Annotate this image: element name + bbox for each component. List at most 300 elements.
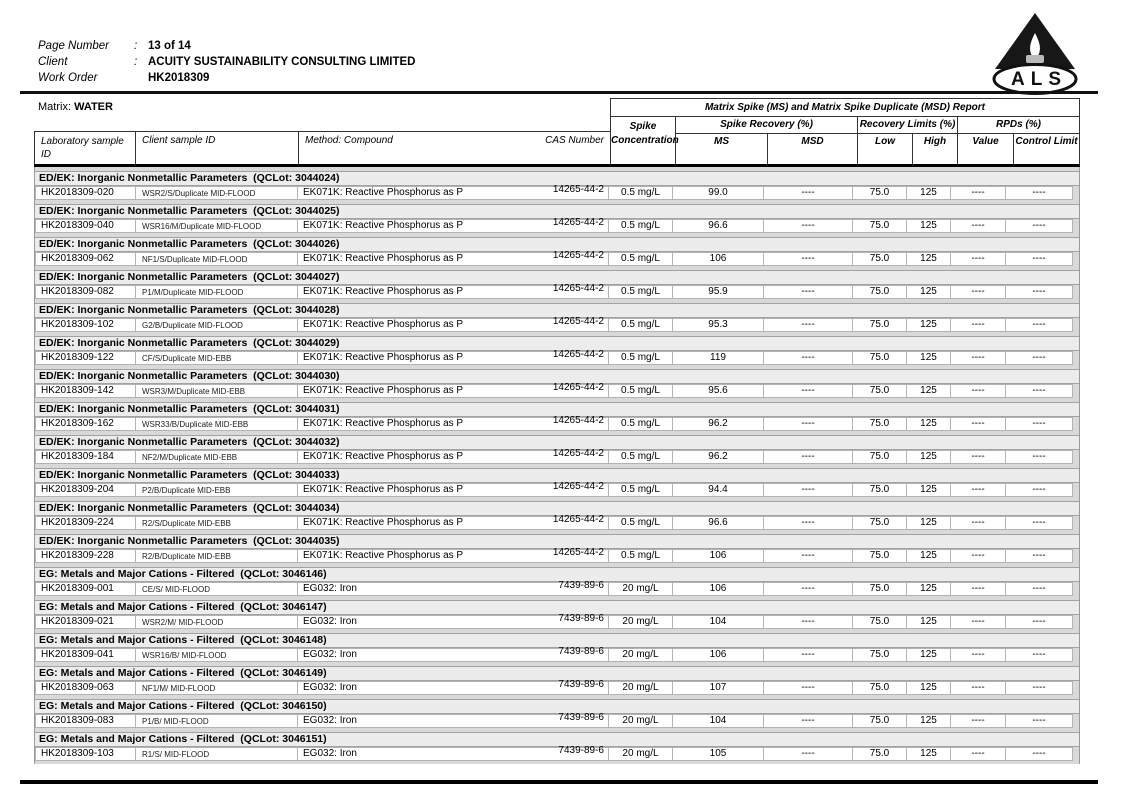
work-order-row	[38, 70, 415, 86]
client-sample-id-cell: R1/S/ MID-FLOOD	[135, 747, 298, 761]
method-compound-cell	[297, 186, 609, 200]
low-limit-cell: 75.0	[852, 384, 907, 398]
method-compound-cell	[297, 450, 609, 464]
client-sample-id-cell: P1/M/Duplicate MID-FLOOD	[135, 285, 298, 299]
spike-concentration-cell: 0.5 mg/L	[608, 186, 673, 200]
spike-concentration-cell: 0.5 mg/L	[608, 516, 673, 530]
table-row	[35, 516, 1079, 530]
high-limit-cell: 125	[906, 483, 951, 497]
method-compound-cell	[297, 483, 609, 497]
cas-number-cell: 14265-44-2	[552, 217, 604, 228]
method-compound-text: EK071K: Reactive Phosphorus as P	[303, 418, 464, 429]
col-spike-line1: Spike	[629, 121, 657, 132]
high-limit-cell: 125	[906, 582, 951, 596]
table-row	[35, 483, 1079, 497]
ms-recovery-cell: 104	[672, 615, 764, 629]
low-limit-cell: 75.0	[852, 417, 907, 431]
high-limit-cell: 125	[906, 450, 951, 464]
msd-recovery-cell: ----	[763, 384, 853, 398]
rpd-control-limit-cell: ----	[1005, 252, 1073, 266]
low-limit-cell: 75.0	[852, 549, 907, 563]
rpd-control-limit-cell: ----	[1005, 549, 1073, 563]
high-limit-cell: 125	[906, 219, 951, 233]
msd-recovery-cell: ----	[763, 252, 853, 266]
low-limit-cell: 75.0	[852, 582, 907, 596]
cas-number-cell: 7439-89-6	[558, 712, 604, 723]
method-compound-text: EK071K: Reactive Phosphorus as P	[303, 286, 464, 297]
section-header: EG: Metals and Major Cations - Filtered (QCLot: 3046151)	[35, 732, 1079, 747]
col-msd: MSD	[801, 136, 824, 147]
lab-sample-id-cell: HK2018309-063	[35, 681, 136, 695]
method-compound-text: EK071K: Reactive Phosphorus as P	[303, 550, 464, 561]
table-row	[35, 648, 1079, 662]
als-logo-icon	[985, 12, 1085, 96]
section-header: EG: Metals and Major Cations - Filtered (QCLot: 3046150)	[35, 699, 1079, 714]
msd-recovery-cell: ----	[763, 450, 853, 464]
low-limit-cell: 75.0	[852, 648, 907, 662]
cas-number-cell: 14265-44-2	[552, 316, 604, 327]
method-compound-text: EK071K: Reactive Phosphorus as P	[303, 484, 464, 495]
col-ms: MS	[676, 134, 768, 165]
col-high: High	[923, 136, 947, 147]
high-limit-cell: 125	[906, 417, 951, 431]
section-header: ED/EK: Inorganic Nonmetallic Parameters (QCLot: 3044033)	[35, 468, 1079, 483]
msd-recovery-cell: ----	[763, 681, 853, 695]
rpd-control-limit-cell: ----	[1005, 384, 1073, 398]
rpd-control-limit-cell: ----	[1005, 615, 1073, 629]
rpd-value-cell: ----	[950, 186, 1006, 200]
low-limit-cell: 75.0	[852, 681, 907, 695]
table-row	[35, 615, 1079, 629]
rpd-control-limit-cell: ----	[1005, 747, 1073, 761]
lab-sample-id-cell: HK2018309-083	[35, 714, 136, 728]
als-logo	[985, 12, 1085, 96]
ms-recovery-cell: 96.2	[672, 417, 764, 431]
client-sample-id-cell: CF/S/Duplicate MID-EBB	[135, 351, 298, 365]
method-compound-cell	[297, 252, 609, 266]
method-compound-text: EG032: Iron	[303, 649, 357, 660]
cas-number-cell: 7439-89-6	[558, 679, 604, 690]
low-limit-cell: 75.0	[852, 351, 907, 365]
method-compound-cell	[297, 351, 609, 365]
ms-recovery-cell: 95.9	[672, 285, 764, 299]
spike-concentration-cell: 20 mg/L	[608, 714, 673, 728]
section-header: ED/EK: Inorganic Nonmetallic Parameters (QCLot: 3044030)	[35, 369, 1079, 384]
lab-sample-id-cell: HK2018309-184	[35, 450, 136, 464]
cas-number-cell: 14265-44-2	[552, 481, 604, 492]
col-cas-number: CAS Number	[545, 135, 604, 146]
rpd-value-cell: ----	[950, 417, 1006, 431]
section-header: ED/EK: Inorganic Nonmetallic Parameters (QCLot: 3044024)	[35, 171, 1079, 186]
rpd-value-cell: ----	[950, 450, 1006, 464]
lab-sample-id-cell: HK2018309-122	[35, 351, 136, 365]
method-compound-text: EK071K: Reactive Phosphorus as P	[303, 451, 464, 462]
colgroup-spike-recovery-label: Spike Recovery (%)	[676, 117, 857, 134]
rpd-value-cell: ----	[950, 747, 1006, 761]
table-row	[35, 219, 1079, 233]
rpd-value-cell: ----	[950, 384, 1006, 398]
recovery-limits-subcols	[858, 134, 957, 165]
spike-concentration-cell: 20 mg/L	[608, 615, 673, 629]
spike-concentration-cell: 0.5 mg/L	[608, 549, 673, 563]
table-row	[35, 681, 1079, 695]
section-header: ED/EK: Inorganic Nonmetallic Parameters (QCLot: 3044025)	[35, 204, 1079, 219]
method-compound-text: EG032: Iron	[303, 748, 357, 759]
rpds-subcols	[958, 134, 1079, 165]
high-limit-cell: 125	[906, 318, 951, 332]
msd-recovery-cell: ----	[763, 516, 853, 530]
client-sample-id-cell: WSR2/M/ MID-FLOOD	[135, 615, 298, 629]
low-limit-cell: 75.0	[852, 615, 907, 629]
rpd-control-limit-cell: ----	[1005, 582, 1073, 596]
col-low: Low	[858, 134, 913, 165]
rpd-control-limit-cell: ----	[1005, 285, 1073, 299]
section-header: ED/EK: Inorganic Nonmetallic Parameters (QCLot: 3044027)	[35, 270, 1079, 285]
client-sample-id-cell: R2/B/Duplicate MID-EBB	[135, 549, 298, 563]
table-row	[35, 582, 1079, 596]
lab-sample-id-cell: HK2018309-040	[35, 219, 136, 233]
msd-recovery-cell: ----	[763, 285, 853, 299]
cas-number-cell: 7439-89-6	[558, 580, 604, 591]
high-limit-cell: 125	[906, 285, 951, 299]
method-compound-cell	[297, 516, 609, 530]
ms-recovery-cell: 106	[672, 582, 764, 596]
rpd-value-cell: ----	[950, 483, 1006, 497]
method-compound-text: EK071K: Reactive Phosphorus as P	[303, 220, 464, 231]
ms-recovery-cell: 95.6	[672, 384, 764, 398]
rpd-value-cell: ----	[950, 648, 1006, 662]
rpd-control-limit-cell: ----	[1005, 351, 1073, 365]
section-header: EG: Metals and Major Cations - Filtered (QCLot: 3046147)	[35, 600, 1079, 615]
cas-number-cell: 14265-44-2	[552, 448, 604, 459]
section-header: EG: Metals and Major Cations - Filtered (QCLot: 3046148)	[35, 633, 1079, 648]
low-limit-cell: 75.0	[852, 318, 907, 332]
rpd-control-limit-cell: ----	[1005, 483, 1073, 497]
spike-concentration-cell: 0.5 mg/L	[608, 384, 673, 398]
low-limit-cell: 75.0	[852, 516, 907, 530]
ms-recovery-cell: 105	[672, 747, 764, 761]
table-row	[35, 549, 1079, 563]
method-compound-text: EK071K: Reactive Phosphorus as P	[303, 352, 464, 363]
header-columns	[611, 117, 1079, 165]
colon: :	[134, 40, 138, 52]
high-limit-cell: 125	[906, 747, 951, 761]
method-compound-cell	[297, 285, 609, 299]
method-compound-text: EK071K: Reactive Phosphorus as P	[303, 517, 464, 528]
table-header-right	[610, 98, 1080, 166]
rpd-control-limit-cell: ----	[1005, 681, 1073, 695]
section-header: EG: Metals and Major Cations - Filtered (QCLot: 3046146)	[35, 567, 1079, 582]
rpd-value-cell: ----	[950, 714, 1006, 728]
spike-concentration-cell: 0.5 mg/L	[608, 252, 673, 266]
cas-number-cell: 7439-89-6	[558, 646, 604, 657]
low-limit-cell: 75.0	[852, 747, 907, 761]
cas-number-cell: 14265-44-2	[552, 415, 604, 426]
method-compound-cell	[297, 615, 609, 629]
colgroup-rpds	[958, 117, 1079, 165]
method-compound-text: EK071K: Reactive Phosphorus as P	[303, 385, 464, 396]
high-limit-cell: 125	[906, 516, 951, 530]
col-method-label: Method: Compound	[305, 135, 393, 146]
msd-recovery-cell: ----	[763, 351, 853, 365]
spike-concentration-cell: 0.5 mg/L	[608, 285, 673, 299]
svg-text:ALS: ALS	[1011, 69, 1067, 90]
client-sample-id-cell: NF2/M/Duplicate MID-EBB	[135, 450, 298, 464]
high-limit-cell: 125	[906, 615, 951, 629]
cas-number-cell: 14265-44-2	[552, 283, 604, 294]
client-value: ACUITY SUSTAINABILITY CONSULTING LIMITED	[148, 56, 416, 68]
spike-concentration-cell: 0.5 mg/L	[608, 351, 673, 365]
colgroup-recovery-limits-label: Recovery Limits (%)	[858, 117, 957, 134]
rpd-control-limit-cell: ----	[1005, 186, 1073, 200]
table-row	[35, 351, 1079, 365]
page-number-value: 13 of 14	[148, 40, 191, 52]
lab-sample-id-cell: HK2018309-224	[35, 516, 136, 530]
table-row	[35, 384, 1079, 398]
section-header: ED/EK: Inorganic Nonmetallic Parameters (QCLot: 3044026)	[35, 237, 1079, 252]
rpd-value-cell: ----	[950, 252, 1006, 266]
lab-sample-id-cell: HK2018309-142	[35, 384, 136, 398]
matrix-label: Matrix:	[38, 101, 71, 113]
low-limit-cell: 75.0	[852, 714, 907, 728]
msd-recovery-cell: ----	[763, 714, 853, 728]
cas-number-cell: 14265-44-2	[552, 382, 604, 393]
spike-concentration-cell: 0.5 mg/L	[608, 483, 673, 497]
client-sample-id-cell: P2/B/Duplicate MID-EBB	[135, 483, 298, 497]
msd-recovery-cell: ----	[763, 747, 853, 761]
spike-concentration-cell: 20 mg/L	[608, 582, 673, 596]
col-lab-sample-id-line2: ID	[41, 149, 51, 160]
msd-recovery-cell: ----	[763, 549, 853, 563]
rpd-control-limit-cell: ----	[1005, 450, 1073, 464]
lab-sample-id-cell: HK2018309-001	[35, 582, 136, 596]
page-number-row	[38, 38, 415, 54]
rpd-control-limit-cell: ----	[1005, 219, 1073, 233]
client-sample-id-cell: P1/B/ MID-FLOOD	[135, 714, 298, 728]
high-limit-cell: 125	[906, 384, 951, 398]
ms-recovery-cell: 119	[672, 351, 764, 365]
rpd-value-cell: ----	[950, 549, 1006, 563]
high-limit-cell: 125	[906, 714, 951, 728]
client-sample-id-cell: WSR3/M/Duplicate MID-EBB	[135, 384, 298, 398]
table-row	[35, 186, 1079, 200]
high-limit-cell: 125	[906, 351, 951, 365]
method-compound-cell	[297, 648, 609, 662]
low-limit-cell: 75.0	[852, 219, 907, 233]
cas-number-cell: 7439-89-6	[558, 613, 604, 624]
colgroup-spike-recovery	[676, 117, 858, 165]
method-compound-text: EG032: Iron	[303, 682, 357, 693]
client-sample-id-cell: WSR2/S/Duplicate MID-FLOOD	[135, 186, 298, 200]
col-spike-concentration	[611, 117, 679, 165]
spike-concentration-cell: 20 mg/L	[608, 648, 673, 662]
msd-recovery-cell: ----	[763, 648, 853, 662]
low-limit-cell: 75.0	[852, 285, 907, 299]
section-header: ED/EK: Inorganic Nonmetallic Parameters (QCLot: 3044029)	[35, 336, 1079, 351]
spike-concentration-cell: 20 mg/L	[608, 681, 673, 695]
page-bottom-rule	[20, 780, 1098, 784]
ms-recovery-cell: 99.0	[672, 186, 764, 200]
col-value: Value	[958, 134, 1014, 165]
msd-recovery-cell: ----	[763, 318, 853, 332]
method-compound-cell	[297, 747, 609, 761]
table-header-rule	[34, 164, 1080, 167]
ms-recovery-cell: 94.4	[672, 483, 764, 497]
client-sample-id-cell: CE/S/ MID-FLOOD	[135, 582, 298, 596]
rpd-control-limit-cell: ----	[1005, 648, 1073, 662]
rpd-control-limit-cell: ----	[1005, 417, 1073, 431]
rpd-value-cell: ----	[950, 615, 1006, 629]
lab-sample-id-cell: HK2018309-102	[35, 318, 136, 332]
section-header: EG: Metals and Major Cations - Filtered (QCLot: 3046149)	[35, 666, 1079, 681]
lab-sample-id-cell: HK2018309-020	[35, 186, 136, 200]
section-header: ED/EK: Inorganic Nonmetallic Parameters (QCLot: 3044028)	[35, 303, 1079, 318]
high-limit-cell: 125	[906, 186, 951, 200]
cas-number-cell: 14265-44-2	[552, 547, 604, 558]
colon: :	[134, 56, 138, 68]
client-sample-id-cell: NF1/M/ MID-FLOOD	[135, 681, 298, 695]
rpd-control-limit-cell: ----	[1005, 318, 1073, 332]
spike-concentration-cell: 0.5 mg/L	[608, 417, 673, 431]
col-lab-sample-id-line1: Laboratory sample	[41, 136, 124, 147]
rpd-value-cell: ----	[950, 285, 1006, 299]
ms-recovery-cell: 104	[672, 714, 764, 728]
lab-sample-id-cell: HK2018309-021	[35, 615, 136, 629]
cas-number-cell: 7439-89-6	[558, 745, 604, 756]
section-header: ED/EK: Inorganic Nonmetallic Parameters (QCLot: 3044032)	[35, 435, 1079, 450]
rpd-value-cell: ----	[950, 351, 1006, 365]
section-header: ED/EK: Inorganic Nonmetallic Parameters (QCLot: 3044031)	[35, 402, 1079, 417]
method-compound-text: EK071K: Reactive Phosphorus as P	[303, 319, 464, 330]
col-spike-line2: Concentration	[611, 135, 679, 146]
low-limit-cell: 75.0	[852, 186, 907, 200]
msd-recovery-cell: ----	[763, 186, 853, 200]
spike-concentration-cell: 20 mg/L	[608, 747, 673, 761]
msd-recovery-cell: ----	[763, 417, 853, 431]
rpd-value-cell: ----	[950, 681, 1006, 695]
cas-number-cell: 14265-44-2	[552, 250, 604, 261]
client-row	[38, 54, 415, 70]
ms-recovery-cell: 106	[672, 648, 764, 662]
client-sample-id-cell: WSR16/B/ MID-FLOOD	[135, 648, 298, 662]
table-body	[34, 167, 1080, 764]
ms-recovery-cell: 95.3	[672, 318, 764, 332]
method-compound-cell	[297, 714, 609, 728]
lab-sample-id-cell: HK2018309-204	[35, 483, 136, 497]
ms-recovery-cell: 106	[672, 549, 764, 563]
lab-sample-id-cell: HK2018309-062	[35, 252, 136, 266]
rpd-value-cell: ----	[950, 516, 1006, 530]
table-row	[35, 417, 1079, 431]
ms-recovery-cell: 107	[672, 681, 764, 695]
method-compound-cell	[297, 549, 609, 563]
spike-concentration-cell: 0.5 mg/L	[608, 318, 673, 332]
low-limit-cell: 75.0	[852, 483, 907, 497]
lab-sample-id-cell: HK2018309-228	[35, 549, 136, 563]
page-number-label: Page Number	[38, 40, 109, 52]
msd-recovery-cell: ----	[763, 615, 853, 629]
col-method-compound	[299, 132, 610, 165]
high-limit-cell: 125	[906, 648, 951, 662]
spike-concentration-cell: 0.5 mg/L	[608, 450, 673, 464]
lab-sample-id-cell: HK2018309-162	[35, 417, 136, 431]
lab-sample-id-cell: HK2018309-103	[35, 747, 136, 761]
method-compound-text: EG032: Iron	[303, 616, 357, 627]
page-header	[38, 38, 415, 86]
cas-number-cell: 14265-44-2	[552, 184, 604, 195]
table-row	[35, 318, 1079, 332]
client-sample-id-cell: NF1/S/Duplicate MID-FLOOD	[135, 252, 298, 266]
method-compound-text: EK071K: Reactive Phosphorus as P	[303, 187, 464, 198]
table-row	[35, 450, 1079, 464]
ms-recovery-cell: 106	[672, 252, 764, 266]
lab-sample-id-cell: HK2018309-082	[35, 285, 136, 299]
method-compound-text: EG032: Iron	[303, 715, 357, 726]
matrix-value: WATER	[74, 101, 113, 113]
method-compound-cell	[297, 417, 609, 431]
col-client-sample-id: Client sample ID	[136, 132, 299, 165]
ms-recovery-cell: 96.2	[672, 450, 764, 464]
rpd-value-cell: ----	[950, 219, 1006, 233]
method-compound-cell	[297, 318, 609, 332]
rpd-value-cell: ----	[950, 318, 1006, 332]
ms-recovery-cell: 96.6	[672, 516, 764, 530]
work-order-label: Work Order	[38, 72, 98, 84]
method-compound-cell	[297, 384, 609, 398]
low-limit-cell: 75.0	[852, 450, 907, 464]
rpd-control-limit-cell: ----	[1005, 516, 1073, 530]
msd-recovery-cell: ----	[763, 483, 853, 497]
col-control-limit: Control Limit	[1015, 136, 1078, 147]
section-header: ED/EK: Inorganic Nonmetallic Parameters (QCLot: 3044035)	[35, 534, 1079, 549]
client-label: Client	[38, 56, 68, 68]
method-compound-text: EG032: Iron	[303, 583, 357, 594]
client-sample-id-cell: WSR33/B/Duplicate MID-EBB	[135, 417, 298, 431]
col-lab-sample-id	[35, 132, 136, 165]
matrix-line	[38, 101, 113, 113]
table-row	[35, 252, 1079, 266]
method-compound-text: EK071K: Reactive Phosphorus as P	[303, 253, 464, 264]
method-compound-cell	[297, 582, 609, 596]
colgroup-recovery-limits	[858, 117, 958, 165]
high-limit-cell: 125	[906, 681, 951, 695]
header-divider	[20, 91, 1098, 94]
client-sample-id-cell: G2/B/Duplicate MID-FLOOD	[135, 318, 298, 332]
work-order-value: HK2018309	[148, 72, 210, 84]
section-header: ED/EK: Inorganic Nonmetallic Parameters (QCLot: 3044034)	[35, 501, 1079, 516]
spike-recovery-subcols	[676, 134, 857, 165]
method-compound-cell	[297, 681, 609, 695]
low-limit-cell: 75.0	[852, 252, 907, 266]
high-limit-cell: 125	[906, 252, 951, 266]
cas-number-cell: 14265-44-2	[552, 349, 604, 360]
high-limit-cell: 125	[906, 549, 951, 563]
client-sample-id-cell: R2/S/Duplicate MID-EBB	[135, 516, 298, 530]
rpd-control-limit-cell: ----	[1005, 714, 1073, 728]
client-sample-id-cell: WSR16/M/Duplicate MID-FLOOD	[135, 219, 298, 233]
table-header-left	[34, 131, 611, 166]
colgroup-rpds-label: RPDs (%)	[958, 117, 1079, 134]
table-row	[35, 714, 1079, 728]
method-compound-cell	[297, 219, 609, 233]
table-row	[35, 285, 1079, 299]
cas-number-cell: 14265-44-2	[552, 514, 604, 525]
msd-recovery-cell: ----	[763, 582, 853, 596]
report-title: Matrix Spike (MS) and Matrix Spike Duplicate (MSD) Report	[611, 99, 1079, 117]
msd-recovery-cell: ----	[763, 219, 853, 233]
lab-sample-id-cell: HK2018309-041	[35, 648, 136, 662]
ms-recovery-cell: 96.6	[672, 219, 764, 233]
